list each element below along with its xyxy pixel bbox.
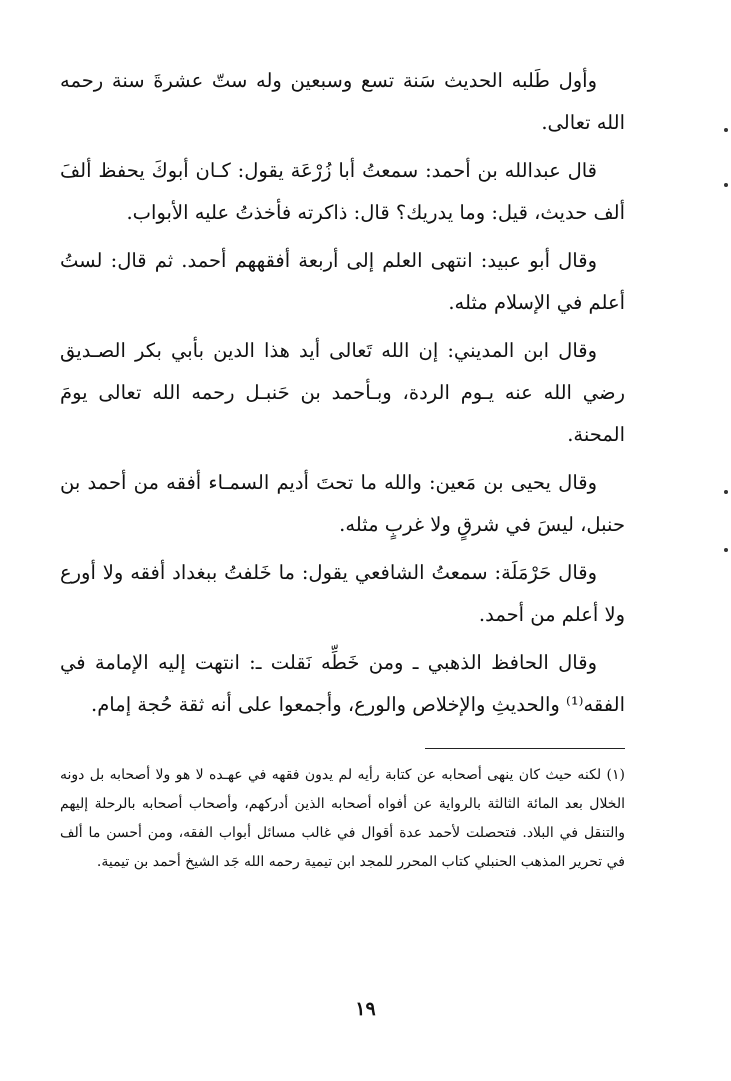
paragraph-1: وأول طَلبه الحديث سَنة تسع وسبعين وله ستّ عشرةَ سنة رحمه الله تعالى. — [60, 69, 625, 134]
footnote: (١) لكنه حيث كان ينهى أصحابه عن كتابة رأيه لم يدون فقهه في عهـده لا هو ولا أصحابه بل دونه الخلال بعد المائة الثالثة بالرواية عن أفواه أصحابه الذين أدركهم، وأصحاب أصحابه بالرحلة إليهم والتنقل في البلاد. فتحصلت لأحمد عدة أقوال في غالب مسائل أبواب الفقه، ومن أحسن ما ألف في تحرير المذهب الحنبلي كتاب المحرر للمجد ابن تيمية رحمه الله جَد الشيخ أحمد بن تيمية. — [60, 767, 625, 870]
paragraph-4: وقال ابن المديني: إن الله تَعالى أيد هذا الدين بأبي بكر الصـديق رضي الله عنه يـوم الردة، وبـأحمد بن حَنبـل رحمه الله تعالى يومَ المحنة. — [60, 339, 625, 446]
margin-dot — [724, 490, 728, 494]
margin-dot — [724, 183, 728, 187]
page-number: ١٩ — [355, 998, 376, 1020]
paragraph-5: وقال يحيى بن مَعين: والله ما تحتَ أديم السمـاء أفقه من أحمد بن حنبل، ليسَ في شرقٍ ولا غربٍ مثله. — [60, 471, 625, 536]
paragraph-2: قال عبدالله بن أحمد: سمعتُ أبا زُرْعَة يقول: كـان أبوكَ يحفظ ألفَ ألف حديث، قيل: وما يدريك؟ قال: ذاكرته فأخذتُ عليه الأبواب. — [60, 159, 625, 224]
paragraph-3: وقال أبو عبيد: انتهى العلم إلى أربعة أفقههم أحمد. ثم قال: لستُ أعلم في الإسلام مثله. — [60, 249, 625, 314]
paragraph-7: وقال الحافظ الذهبي ـ ومن خَطِّه نَقلت ـ: انتهت إليه الإمامة في الفقه⁽¹⁾ والحديثِ والإخلاص والورع، وأجمعوا على أنه ثقة حُجة إمام. — [60, 651, 625, 716]
margin-dot — [724, 128, 728, 132]
footnote-separator — [425, 748, 625, 749]
page-body — [60, 60, 625, 877]
margin-dot — [724, 548, 728, 552]
paragraph-6: وقال حَرْمَلَة: سمعتُ الشافعي يقول: ما خَلفتُ ببغداد أفقه ولا أورع ولا أعلم من أحمد. — [60, 561, 625, 626]
